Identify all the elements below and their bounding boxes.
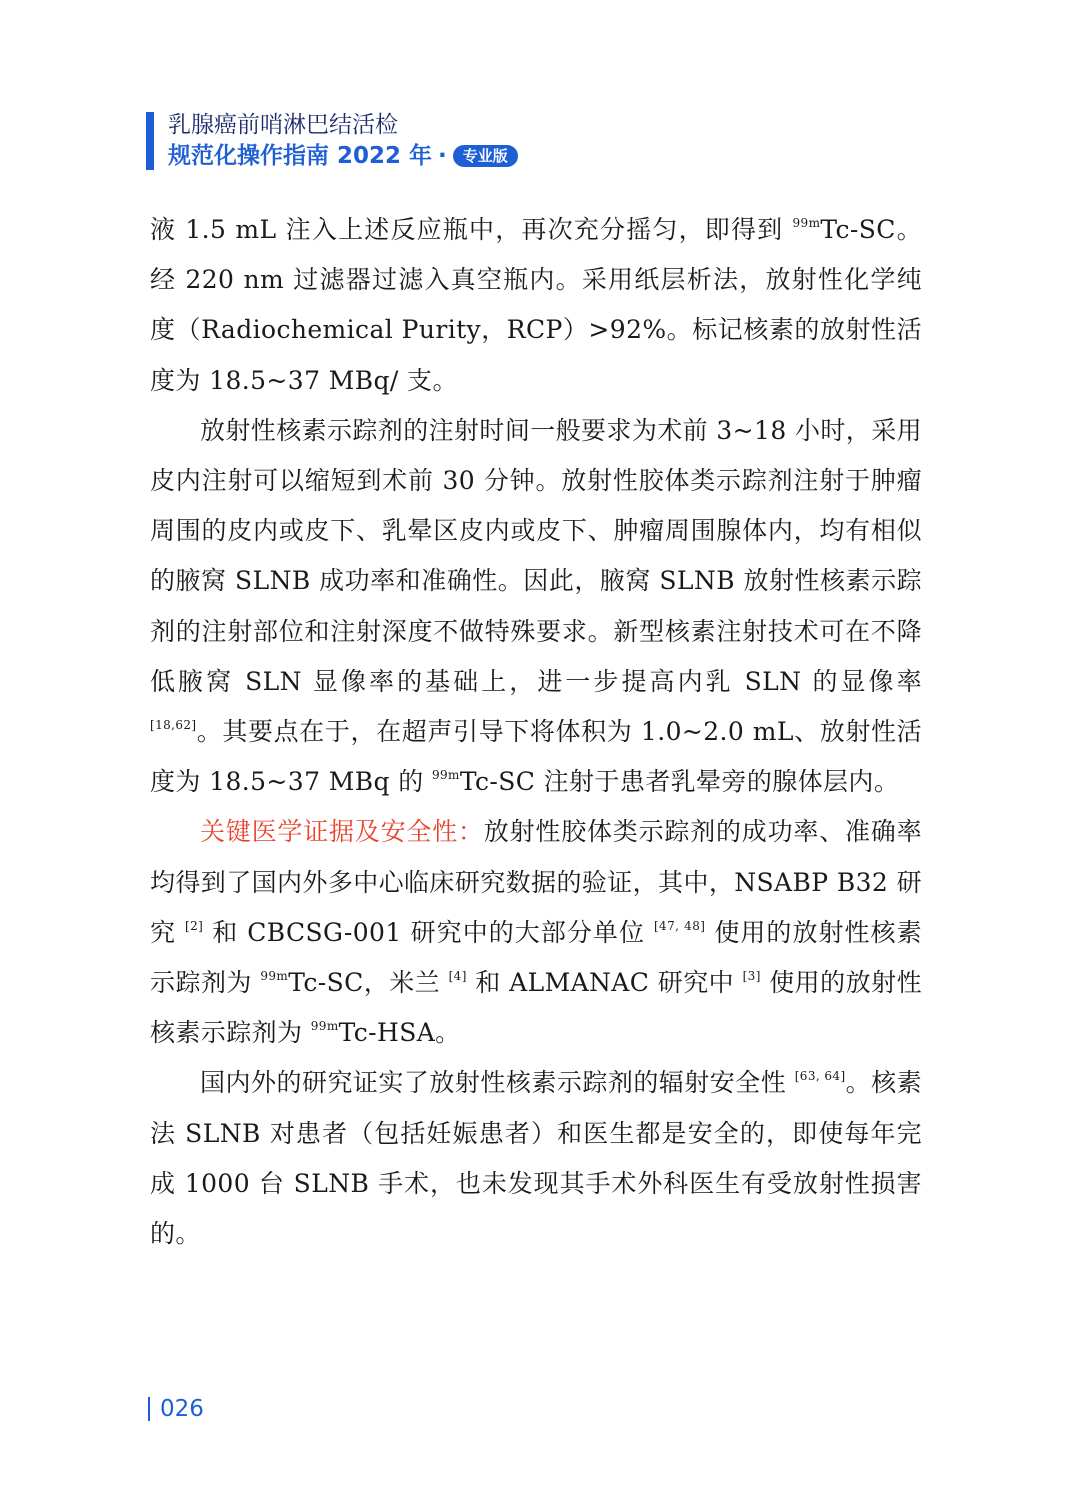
- isotope-superscript: 99m: [310, 1019, 339, 1034]
- text-run: 使用的放射性核素示踪剂为: [150, 968, 922, 1048]
- isotope-superscript: 99m: [431, 768, 460, 783]
- text-run: 和 ALMANAC 研究中: [466, 968, 743, 998]
- header-accent-bar: [146, 112, 154, 170]
- citation-superscript: [3]: [742, 969, 761, 984]
- header-separator-dot: ·: [438, 143, 447, 169]
- text-run: Tc-SC。经 220 nm 过滤器过滤入真空瓶内。采用纸层析法，放射性化学纯度（Radiochemical Purity，RCP）>92%。标记核素的放射性活度为 18.5~37 MBq/ 支。: [150, 215, 922, 395]
- main-body-text: [150, 205, 922, 1259]
- text-run: Tc-SC，米兰: [288, 968, 449, 998]
- isotope-superscript: 99m: [260, 969, 289, 984]
- text-run: 。核素法 SLNB 对患者（包括妊娠患者）和医生都是安全的，即使每年完成 1000 台 SLNB 手术，也未发现其手术外科医生有受放射性损害的。: [150, 1068, 922, 1249]
- text-run: Tc-SC 注射于患者乳晕旁的腺体层内。: [459, 767, 900, 797]
- text-run: 放射性核素示踪剂的注射时间一般要求为术前 3~18 小时，采用皮内注射可以缩短到术前 30 分钟。放射性胶体类示踪剂注射于肿瘤周围的皮内或皮下、乳晕区皮内或皮下、肿瘤周围腺体内，均有相似的腋窝 SLNB 成功率和准确性。因此，腋窝 SLNB 放射性核素示踪剂的注射部位和注射深度不做特殊要求。新型核素注射技术可在不降低腋窝 SLN 显像率的基础上，进一步提高内乳 SLN 的显像率: [150, 415, 922, 696]
- text-run: 液 1.5 mL 注入上述反应瓶中，再次充分摇匀，即得到: [150, 215, 793, 244]
- page-number: 026: [160, 1396, 204, 1422]
- text-run: 放射性胶体类示踪剂的成功率、准确率均得到了国内外多中心临床研究数据的验证，其中，NSABP B32 研究: [150, 817, 922, 947]
- running-header: [146, 110, 646, 172]
- text-run: 和 CBCSG-001 研究中的大部分单位: [203, 917, 654, 947]
- footer-accent-bar: [148, 1397, 150, 1421]
- paragraph-4: [150, 1058, 922, 1259]
- paragraph-3: [150, 807, 922, 1058]
- page-footer: [148, 1396, 204, 1422]
- citation-superscript: [63, 64]: [794, 1069, 846, 1084]
- citation-superscript: [2]: [185, 918, 204, 933]
- header-title-line1: 乳腺癌前哨淋巴结活检: [168, 112, 398, 138]
- highlight-keyword: 关键医学证据及安全性：: [200, 817, 484, 847]
- edition-badge: 专业版: [453, 145, 518, 167]
- text-run: 使用的放射性核素示踪剂为: [150, 917, 922, 998]
- citation-superscript: [18,62]: [150, 718, 197, 733]
- text-run: 国内外的研究证实了放射性核素示踪剂的辐射安全性: [200, 1068, 795, 1098]
- citation-superscript: [4]: [448, 969, 467, 984]
- text-run: 。其要点在于，在超声引导下将体积为 1.0~2.0 mL、放射性活度为 18.5~37 MBq 的: [150, 717, 922, 797]
- text-run: Tc-HSA。: [338, 1018, 461, 1048]
- paragraph-1: [150, 205, 922, 406]
- header-subtitle: 规范化操作指南 2022 年: [168, 143, 433, 169]
- paragraph-2: [150, 406, 922, 808]
- isotope-superscript: 99m: [792, 216, 821, 230]
- header-title-line2: [168, 141, 518, 171]
- citation-superscript: [47, 48]: [653, 918, 706, 933]
